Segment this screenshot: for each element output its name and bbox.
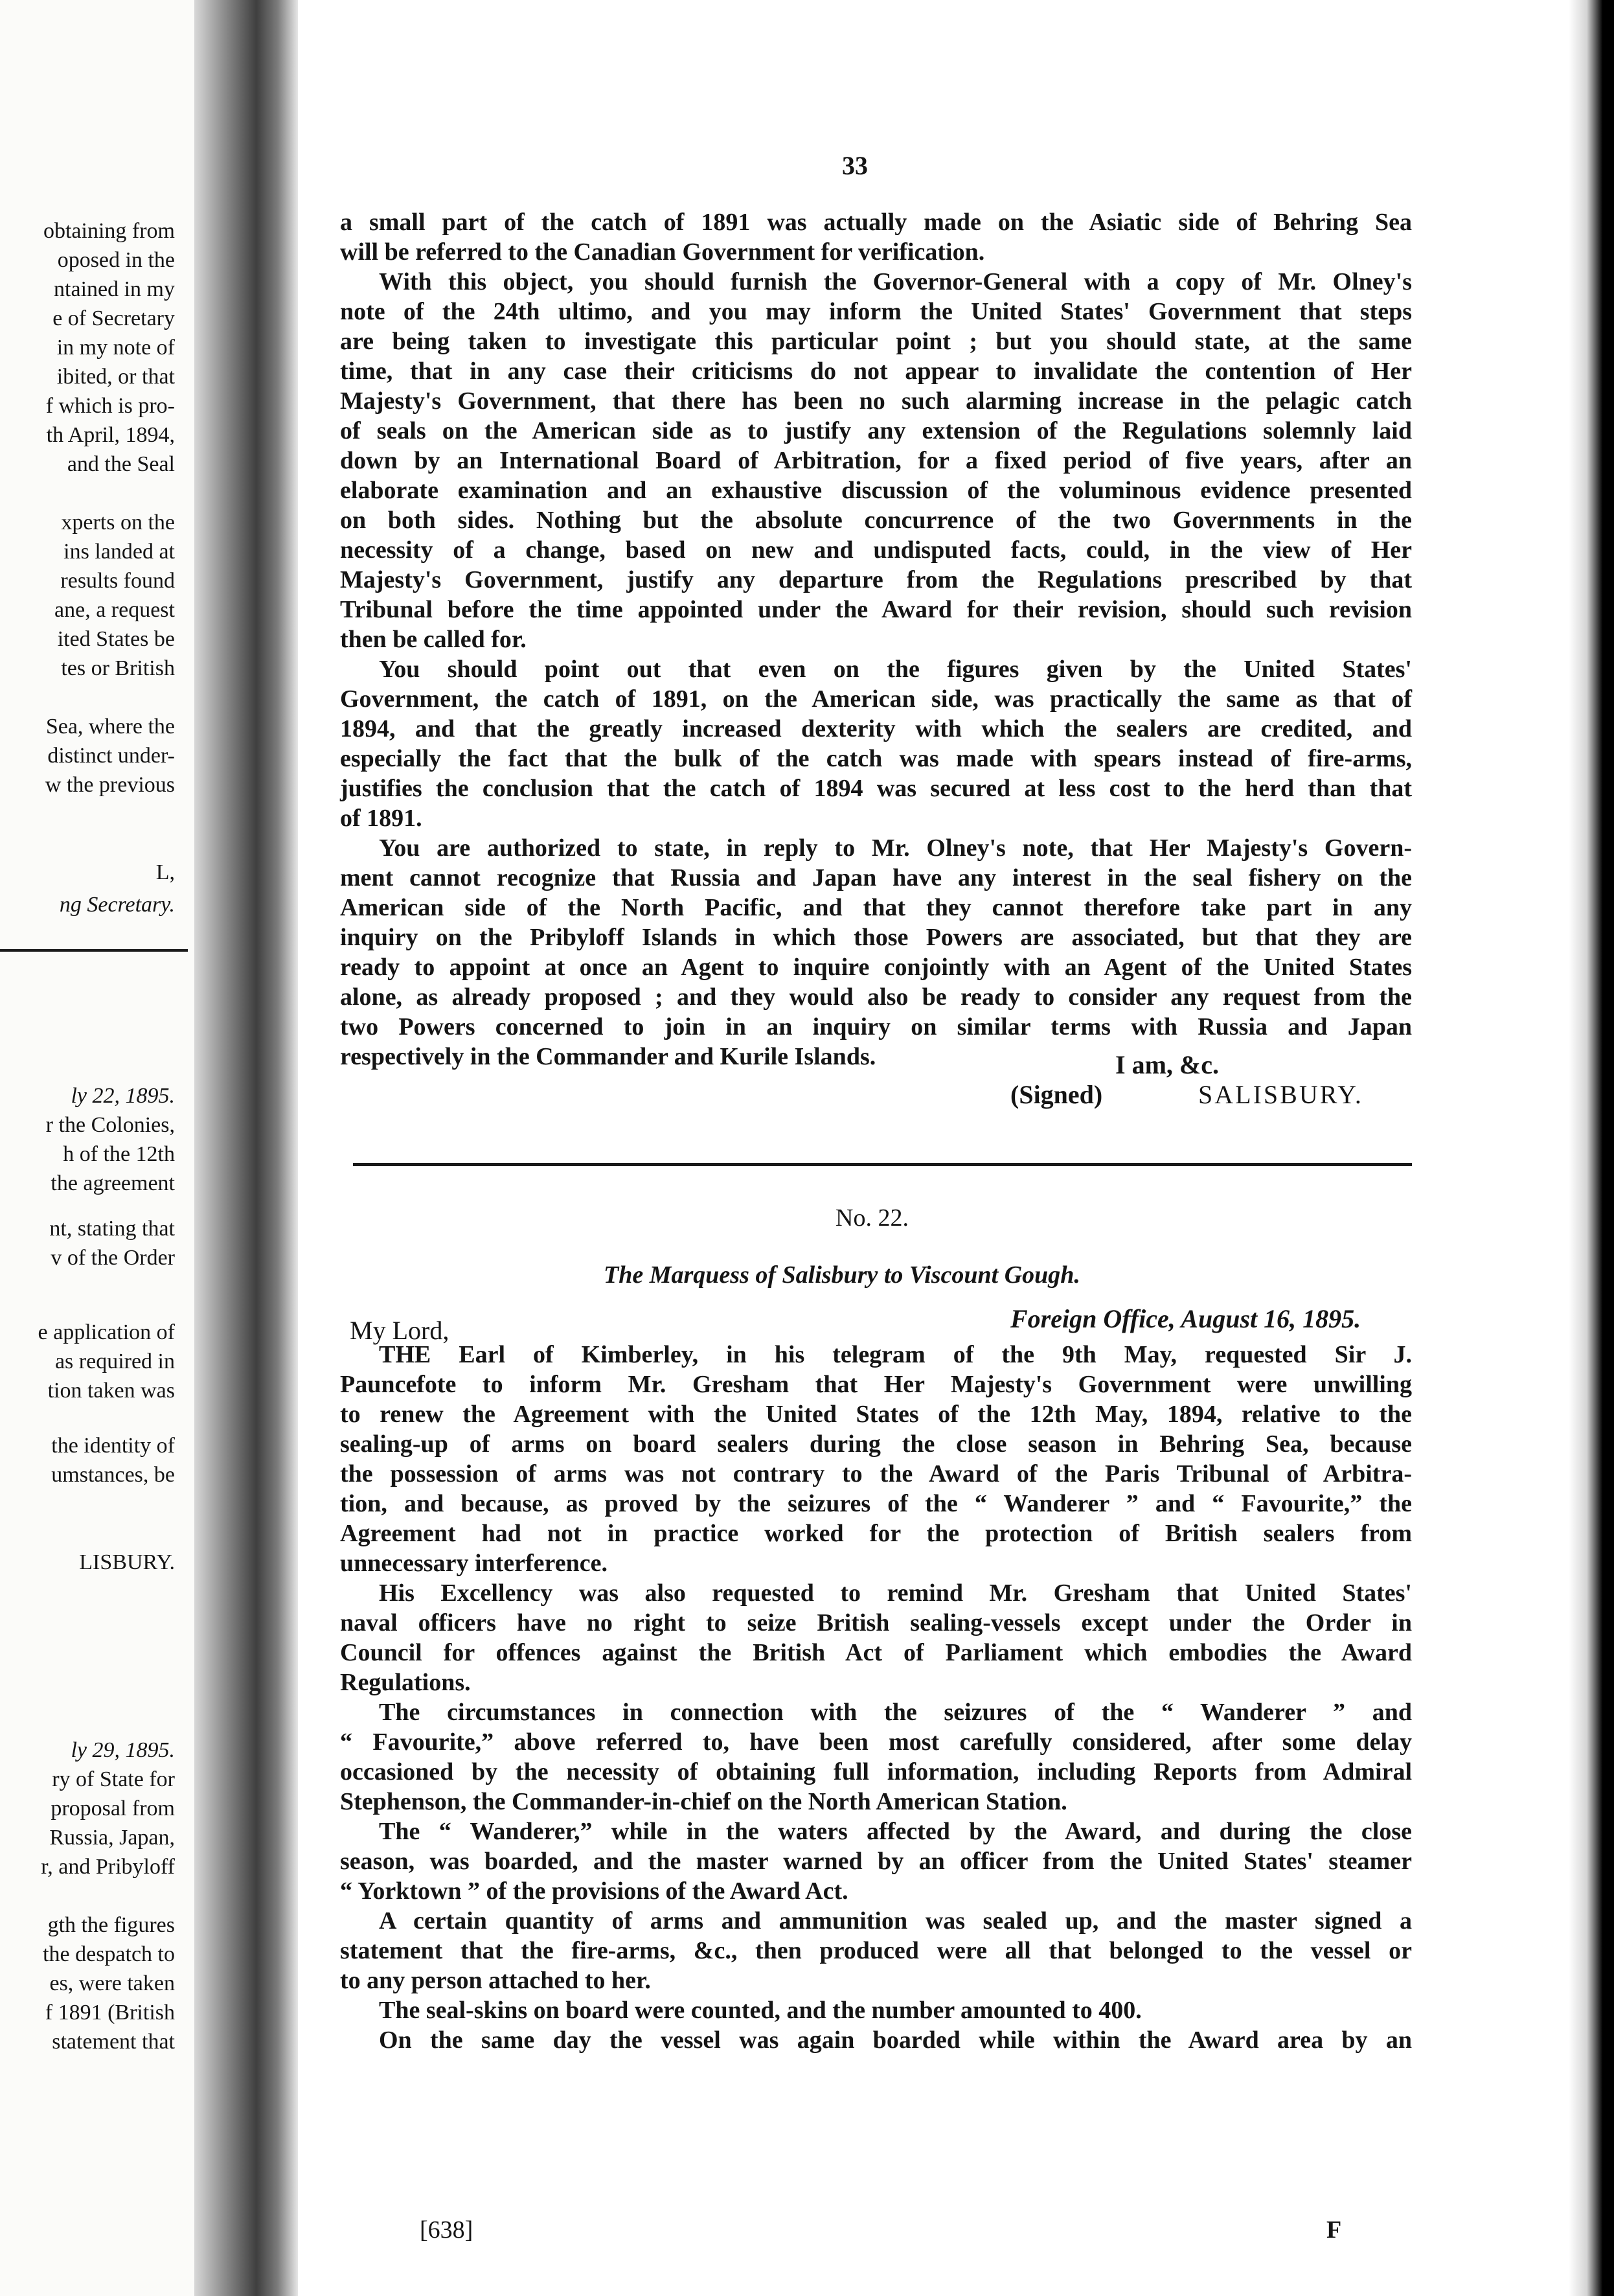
letter-line: to renew the Agreement with the United States of the 12th May, 1894, relative to the [340, 1401, 1412, 1428]
letter-line: Stephenson, the Commander-in-chief on the North American Station. [340, 1788, 1067, 1815]
facing-page-line: e of Secretary [52, 306, 175, 330]
letter-line: 1894, and that the greatly increased dexterity with which the sealers are credited, and [340, 715, 1412, 742]
facing-page-line: the despatch to [43, 1942, 175, 1966]
facing-page-fragment [0, 0, 194, 2296]
letter-line: On the same day the vessel was again boarded while within the Award area by an [379, 2026, 1412, 2054]
facing-page-line: e application of [38, 1320, 175, 1344]
letter-line: will be referred to the Canadian Government for verification. [340, 238, 985, 266]
letter-line: a small part of the catch of 1891 was actually made on the Asiatic side of Behring Sea [340, 209, 1412, 236]
letter-line: inquiry on the Pribyloff Islands in which those Powers are associated, but that they are [340, 924, 1412, 951]
letter-line: The “ Wanderer,” while in the waters affected by the Award, and during the close [379, 1818, 1412, 1845]
facing-page-line: L, [155, 860, 175, 884]
letter-line: You are authorized to state, in reply to Mr. Olney's note, that Her Majesty's Govern- [379, 834, 1412, 862]
facing-page-line: th April, 1894, [46, 423, 175, 447]
letter-closing: I am, &c. [1115, 1050, 1219, 1079]
letter-line: note of the 24th ultimo, and you may inform the United States' Government that steps [340, 298, 1412, 325]
facing-page-line: es, were taken [49, 1971, 175, 1995]
letter-line: Tribunal before the time appointed under the Award for their revision, should such revision [340, 596, 1412, 623]
letter-line: You should point out that even on the figures given by the United States' [379, 656, 1412, 683]
salutation: My Lord, [350, 1316, 449, 1345]
letter-line: the possession of arms was not contrary to the Award of the Paris Tribunal of Arbitra- [340, 1460, 1412, 1487]
facing-page-line: w the previous [45, 773, 175, 797]
facing-page-line: xperts on the [61, 511, 175, 534]
signer-name: SALISBURY. [1198, 1080, 1363, 1109]
letter-line: Council for offences against the British Act of Parliament which embodies the Award [340, 1639, 1412, 1666]
facing-page-line: umstances, be [51, 1463, 175, 1487]
document-number: No. 22. [835, 1204, 909, 1232]
letter-line: occasioned by the necessity of obtaining full information, including Reports from Admiral [340, 1758, 1412, 1785]
letter-line: on both sides. Nothing but the absolute concurrence of the two Governments in the [340, 507, 1412, 534]
section-rule [353, 1163, 1412, 1166]
facing-page-line: r the Colonies, [45, 1113, 175, 1137]
letter-line: two Powers concerned to join in an inquiry on similar terms with Russia and Japan [340, 1013, 1412, 1040]
facing-page-line: nt, stating that [49, 1217, 175, 1241]
letter-line: “ Yorktown ” of the provisions of the Award Act. [340, 1877, 848, 1905]
letter-heading: The Marquess of Salisbury to Viscount Gough. [604, 1261, 1080, 1289]
facing-page-line: proposal from [51, 1797, 175, 1820]
facing-page-line: statement that [52, 2030, 175, 2054]
letter-line: The circumstances in connection with the seizures of the “ Wanderer ” and [379, 1699, 1412, 1726]
facing-page-line: ane, a request [54, 598, 175, 622]
facing-page-line: ry of State for [52, 1767, 175, 1791]
facing-page-line: results found [60, 569, 175, 593]
letter-line: statement that the fire-arms, &c., then produced were all that belonged to the vessel or [340, 1937, 1412, 1964]
facing-page-line: obtaining from [43, 219, 175, 243]
facing-page-line: the agreement [51, 1171, 175, 1195]
signature-mark: F [1326, 2216, 1342, 2244]
facing-page-line: tion taken was [47, 1379, 175, 1403]
letter-line: sealing-up of arms on board sealers during the close season in Behring Sea, because [340, 1430, 1412, 1458]
facing-page-line: r, and Pribyloff [41, 1855, 175, 1879]
letter-line: especially the fact that the bulk of the catch was made with spears instead of fire-arms, [340, 745, 1412, 772]
facing-page-line: ng Secretary. [59, 893, 175, 917]
facing-page-line: in my note of [56, 336, 175, 360]
letter-line: A certain quantity of arms and ammunition was sealed up, and the master signed a [379, 1907, 1412, 1934]
letter-line: season, was boarded, and the master warned by an officer from the United States' steamer [340, 1848, 1412, 1875]
facing-page-line: gth the figures [47, 1913, 175, 1937]
letter-line: THE Earl of Kimberley, in his telegram of the 9th May, requested Sir J. [379, 1341, 1412, 1368]
letter-line: With this object, you should furnish the Governor-General with a copy of Mr. Olney's [379, 268, 1412, 295]
facing-page-line: f 1891 (British [45, 2001, 175, 2025]
letter-line: of 1891. [340, 805, 422, 832]
letter-line: down by an International Board of Arbitration, for a fixed period of five years, after an [340, 447, 1412, 474]
binding-gutter-shadow [194, 0, 298, 2296]
letter-line: to any person attached to her. [340, 1967, 651, 1994]
letter-line: tion, and because, as proved by the seizures of the “ Wanderer ” and “ Favourite,” the [340, 1490, 1412, 1517]
letter-line: unnecessary interference. [340, 1550, 608, 1577]
letter-line: “ Favourite,” above referred to, have been most carefully considered, after some delay [340, 1728, 1412, 1756]
facing-page-line: h of the 12th [63, 1142, 175, 1166]
letter-line: time, that in any case their criticisms do not appear to invalidate the contention of Her [340, 358, 1412, 385]
letter-line: are being taken to investigate this particular point ; but you should state, at the same [340, 328, 1412, 355]
facing-page-line: ibited, or that [56, 365, 175, 389]
facing-page-line: ly 29, 1895. [71, 1738, 175, 1762]
letter-line: of seals on the American side as to justify any extension of the Regulations solemnly laid [340, 417, 1412, 444]
facing-page-line: ntained in my [54, 277, 175, 301]
letter-line: American side of the North Pacific, and that they cannot therefore take part in any [340, 894, 1412, 921]
letter-line: Majesty's Government, that there has been no such alarming increase in the pelagic catch [340, 387, 1412, 415]
letter-line: Majesty's Government, justify any departure from the Regulations prescribed by that [340, 566, 1412, 593]
letter-line: necessity of a change, based on new and undisputed facts, could, in the view of Her [340, 536, 1412, 564]
facing-page-line: distinct under- [47, 744, 175, 768]
letter-line: alone, as already proposed ; and they would also be ready to consider any request from the [340, 983, 1412, 1011]
signed-label: (Signed) [1010, 1080, 1103, 1109]
facing-page-line: Russia, Japan, [49, 1826, 175, 1850]
letter-line: naval officers have no right to seize British sealing-vessels except under the Order in [340, 1609, 1412, 1636]
letter-line: His Excellency was also requested to remind Mr. Gresham that United States' [379, 1579, 1412, 1607]
letter-line: Government, the catch of 1891, on the American side, was practically the same as that of [340, 685, 1412, 713]
print-number: [638] [420, 2216, 473, 2244]
letter-line: respectively in the Commander and Kurile Islands. [340, 1043, 876, 1070]
facing-page-line: as required in [54, 1349, 175, 1373]
letter-line: justifies the conclusion that the catch of 1894 was secured at less cost to the herd than that [340, 775, 1412, 802]
page-number: 33 [842, 151, 868, 180]
letter-line: The seal-skins on board were counted, and the number amounted to 400. [379, 1997, 1142, 2024]
facing-page-line: ited States be [57, 627, 175, 651]
facing-page-line: f which is pro- [45, 394, 175, 418]
letter-line: ready to appoint at once an Agent to inquire conjointly with an Agent of the United States [340, 954, 1412, 981]
facing-page-line: ins landed at [63, 540, 175, 564]
letter-line: ment cannot recognize that Russia and Japan have any interest in the seal fishery on the [340, 864, 1412, 891]
letter-line: Pauncefote to inform Mr. Gresham that Her Majesty's Government were unwilling [340, 1371, 1412, 1398]
letter-line: Regulations. [340, 1669, 471, 1696]
letter-line: Agreement had not in practice worked for the protection of British sealers from [340, 1520, 1412, 1547]
letter-line: then be called for. [340, 626, 527, 653]
facing-page-line: ly 22, 1895. [71, 1084, 175, 1108]
facing-page-line: oposed in the [57, 248, 175, 272]
facing-page-line: the identity of [51, 1434, 175, 1458]
facing-page-line: Sea, where the [45, 715, 175, 739]
facing-page-line: and the Seal [67, 452, 175, 476]
letter-line: elaborate examination and an exhaustive discussion of the voluminous evidence presented [340, 477, 1412, 504]
facing-page-line: tes or British [61, 656, 175, 680]
facing-page-rule [0, 949, 188, 952]
facing-page-line: v of the Order [51, 1246, 175, 1270]
place-and-date: Foreign Office, August 16, 1895. [1010, 1304, 1361, 1333]
facing-page-line: LISBURY. [79, 1550, 175, 1574]
scan-edge [1569, 0, 1614, 2296]
